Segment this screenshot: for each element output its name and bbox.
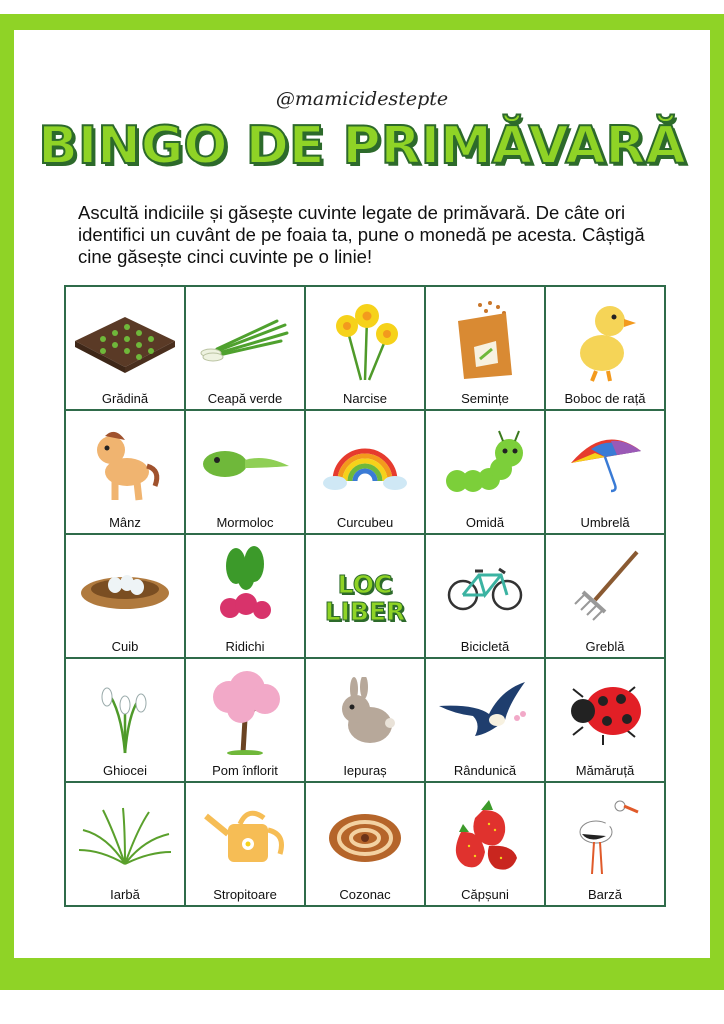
tadpole-icon xyxy=(186,419,304,509)
cell-label: Mămăruță xyxy=(575,763,635,778)
caterpillar-icon xyxy=(426,419,544,509)
bingo-cell[interactable] xyxy=(185,658,305,782)
bingo-cell[interactable] xyxy=(305,658,425,782)
cell-label: Omidă xyxy=(465,515,505,530)
cell-label: Iepuraș xyxy=(343,763,387,778)
cell-label: Grădină xyxy=(101,391,149,406)
swallow-icon xyxy=(426,667,544,757)
radish-icon xyxy=(186,543,304,633)
bunny-icon xyxy=(306,667,424,757)
bingo-cell[interactable] xyxy=(65,286,185,410)
cell-label: Barză xyxy=(588,887,622,902)
bingo-cell[interactable] xyxy=(305,410,425,534)
bingo-cell[interactable] xyxy=(425,534,545,658)
cell-label: Cuib xyxy=(111,639,139,654)
cell-label: Iarbă xyxy=(110,887,140,902)
garden-icon xyxy=(66,295,184,385)
cell-label: Ridichi xyxy=(225,639,265,654)
cell-label: Mormoloc xyxy=(216,515,274,530)
bingo-cell[interactable] xyxy=(185,286,305,410)
bingo-cell[interactable] xyxy=(185,782,305,906)
blossom-tree-icon xyxy=(186,667,304,757)
umbrella-icon xyxy=(546,419,664,509)
bingo-cell[interactable] xyxy=(65,782,185,906)
bingo-cell[interactable] xyxy=(65,534,185,658)
bingo-cell[interactable] xyxy=(425,410,545,534)
bingo-cell[interactable] xyxy=(185,534,305,658)
cell-label: Boboc de rață xyxy=(564,391,646,406)
cell-label: Stropitoare xyxy=(213,887,277,902)
cell-label: Cozonac xyxy=(339,887,391,902)
foal-icon xyxy=(66,419,184,509)
bingo-cell[interactable] xyxy=(545,410,665,534)
bingo-cell[interactable] xyxy=(65,658,185,782)
cell-label: Narcise xyxy=(342,391,388,406)
free-space[interactable] xyxy=(305,534,425,658)
bingo-cell[interactable] xyxy=(425,286,545,410)
cell-label: Pom înflorit xyxy=(212,763,278,778)
cell-label: Bicicletă xyxy=(460,639,510,654)
cell-label: Ceapă verde xyxy=(207,391,283,406)
author-handle: @mamicidestepte xyxy=(275,88,449,110)
duckling-icon xyxy=(546,295,664,385)
bingo-cell[interactable] xyxy=(305,286,425,410)
instructions: Ascultă indiciile și găsește cuvinte legate de primăvară. De câte ori identifici un cuvânt de pe foaia ta, pune o monedă pe acesta. Câștigă cine găsește cinci cuvinte pe o linie! xyxy=(78,202,645,267)
cell-label: Căpșuni xyxy=(461,887,509,902)
stork-icon xyxy=(546,791,664,881)
free-space-label: LOC LIBER xyxy=(324,570,406,626)
green-onion-icon xyxy=(186,295,304,385)
cell-label: Mânz xyxy=(109,515,141,530)
bingo-cell[interactable] xyxy=(545,782,665,906)
nest-icon xyxy=(66,543,184,633)
snowdrop-icon xyxy=(66,667,184,757)
cell-label: Curcubeu xyxy=(336,515,394,530)
bingo-cell[interactable] xyxy=(65,410,185,534)
cell-label: Rândunică xyxy=(453,763,517,778)
seed-packet-icon xyxy=(426,295,544,385)
bingo-cell[interactable] xyxy=(425,658,545,782)
cell-label: Semințe xyxy=(461,391,509,406)
rainbow-icon xyxy=(306,419,424,509)
daffodil-icon xyxy=(306,295,424,385)
grass-icon xyxy=(66,791,184,881)
bicycle-icon xyxy=(426,543,544,633)
bingo-cell[interactable] xyxy=(545,658,665,782)
bingo-cell[interactable] xyxy=(545,534,665,658)
bingo-cell[interactable] xyxy=(305,782,425,906)
bingo-cell[interactable] xyxy=(545,286,665,410)
page-title: BINGO DE PRIMĂVARĂ xyxy=(38,116,686,176)
ladybug-icon xyxy=(546,667,664,757)
watering-can-icon xyxy=(186,791,304,881)
bingo-board xyxy=(64,285,666,907)
cell-label: Ghiocei xyxy=(102,763,148,778)
cell-label: Umbrelă xyxy=(580,515,630,530)
cell-label: Greblă xyxy=(585,639,625,654)
sweet-bread-icon xyxy=(306,791,424,881)
bingo-cell[interactable] xyxy=(425,782,545,906)
bingo-cell[interactable] xyxy=(185,410,305,534)
strawberry-icon xyxy=(426,791,544,881)
rake-icon xyxy=(546,543,664,633)
